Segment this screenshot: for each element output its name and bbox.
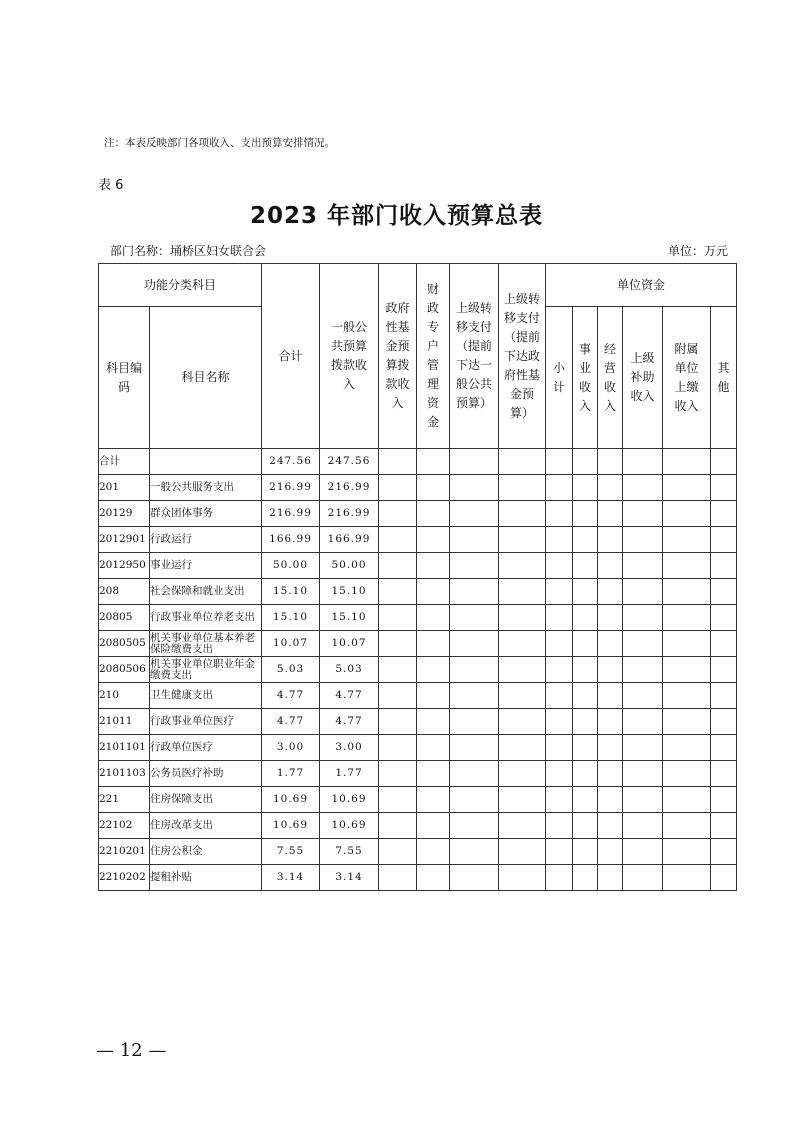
row-code: 2080505 xyxy=(99,631,150,657)
row-general-public: 216.99 xyxy=(320,501,379,527)
empty-cell xyxy=(379,657,417,683)
empty-cell xyxy=(711,865,737,891)
empty-cell xyxy=(663,449,711,475)
empty-cell xyxy=(379,787,417,813)
empty-cell xyxy=(546,761,573,787)
empty-cell xyxy=(663,605,711,631)
empty-cell xyxy=(546,449,573,475)
empty-cell xyxy=(417,501,450,527)
empty-cell xyxy=(573,553,598,579)
table-row xyxy=(99,865,737,891)
row-name: 群众团体事务 xyxy=(150,501,262,527)
row-code: 2101101 xyxy=(99,735,150,761)
empty-cell xyxy=(417,839,450,865)
empty-cell xyxy=(573,501,598,527)
row-code: 221 xyxy=(99,787,150,813)
empty-cell xyxy=(499,813,546,839)
row-general-public: 3.14 xyxy=(320,865,379,891)
row-general-public: 7.55 xyxy=(320,839,379,865)
row-name: 卫生健康支出 xyxy=(150,683,262,709)
row-code: 2012950 xyxy=(99,553,150,579)
row-general-public: 1.77 xyxy=(320,761,379,787)
empty-cell xyxy=(598,657,623,683)
row-code: 21011 xyxy=(99,709,150,735)
table-row xyxy=(99,839,737,865)
row-general-public: 5.03 xyxy=(320,657,379,683)
empty-cell xyxy=(711,553,737,579)
row-general-public: 166.99 xyxy=(320,527,379,553)
row-name: 行政运行 xyxy=(150,527,262,553)
empty-cell xyxy=(663,813,711,839)
row-total: 4.77 xyxy=(262,683,320,709)
empty-cell xyxy=(663,787,711,813)
empty-cell xyxy=(598,527,623,553)
empty-cell xyxy=(450,579,499,605)
empty-cell xyxy=(573,787,598,813)
empty-cell xyxy=(417,657,450,683)
empty-cell xyxy=(623,475,663,501)
empty-cell xyxy=(711,839,737,865)
row-code: 2101103 xyxy=(99,761,150,787)
empty-cell xyxy=(450,501,499,527)
empty-cell xyxy=(573,709,598,735)
empty-cell xyxy=(573,683,598,709)
empty-cell xyxy=(573,527,598,553)
empty-cell xyxy=(573,631,598,657)
empty-cell xyxy=(598,787,623,813)
header-name: 科目名称 xyxy=(150,307,262,449)
empty-cell xyxy=(598,839,623,865)
row-total: 15.10 xyxy=(262,605,320,631)
empty-cell xyxy=(417,553,450,579)
empty-cell xyxy=(598,813,623,839)
empty-cell xyxy=(623,839,663,865)
header-subtotal: 小计 xyxy=(546,307,573,449)
empty-cell xyxy=(663,865,711,891)
empty-cell xyxy=(711,501,737,527)
row-total: 10.69 xyxy=(262,787,320,813)
empty-cell xyxy=(623,579,663,605)
table-row xyxy=(99,553,737,579)
row-total: 216.99 xyxy=(262,501,320,527)
empty-cell xyxy=(573,813,598,839)
table-row xyxy=(99,527,737,553)
empty-cell xyxy=(499,865,546,891)
row-total: 10.69 xyxy=(262,813,320,839)
empty-cell xyxy=(663,475,711,501)
empty-cell xyxy=(711,787,737,813)
row-name xyxy=(150,449,262,475)
empty-cell xyxy=(711,761,737,787)
empty-cell xyxy=(417,527,450,553)
empty-cell xyxy=(546,865,573,891)
row-name: 公务员医疗补助 xyxy=(150,761,262,787)
row-total: 5.03 xyxy=(262,657,320,683)
empty-cell xyxy=(450,813,499,839)
empty-cell xyxy=(598,865,623,891)
empty-cell xyxy=(417,787,450,813)
row-general-public: 10.69 xyxy=(320,787,379,813)
empty-cell xyxy=(598,631,623,657)
empty-cell xyxy=(573,735,598,761)
table-row xyxy=(99,605,737,631)
empty-cell xyxy=(663,527,711,553)
row-name: 行政单位医疗 xyxy=(150,735,262,761)
empty-cell xyxy=(499,449,546,475)
header-general-public: 一般公共预算拨款收入 xyxy=(320,264,379,449)
empty-cell xyxy=(598,761,623,787)
empty-cell xyxy=(417,709,450,735)
empty-cell xyxy=(623,709,663,735)
empty-cell xyxy=(573,579,598,605)
table-row xyxy=(99,709,737,735)
empty-cell xyxy=(379,527,417,553)
row-total: 3.00 xyxy=(262,735,320,761)
header-upper-gov-fund: 上级转移支付（提前下达政府性基金预算） xyxy=(499,264,546,449)
empty-cell xyxy=(663,735,711,761)
empty-cell xyxy=(598,709,623,735)
empty-cell xyxy=(450,631,499,657)
row-code: 2012901 xyxy=(99,527,150,553)
empty-cell xyxy=(546,553,573,579)
empty-cell xyxy=(663,761,711,787)
empty-cell xyxy=(573,449,598,475)
row-general-public: 247.56 xyxy=(320,449,379,475)
empty-cell xyxy=(379,813,417,839)
empty-cell xyxy=(711,449,737,475)
empty-cell xyxy=(663,579,711,605)
row-name: 行政事业单位医疗 xyxy=(150,709,262,735)
row-code: 208 xyxy=(99,579,150,605)
row-code: 20805 xyxy=(99,605,150,631)
row-total: 3.14 xyxy=(262,865,320,891)
table-row xyxy=(99,501,737,527)
table-row xyxy=(99,761,737,787)
empty-cell xyxy=(379,839,417,865)
row-general-public: 3.00 xyxy=(320,735,379,761)
empty-cell xyxy=(499,761,546,787)
empty-cell xyxy=(379,501,417,527)
empty-cell xyxy=(598,735,623,761)
row-code: 2210202 xyxy=(99,865,150,891)
empty-cell xyxy=(499,787,546,813)
row-general-public: 10.69 xyxy=(320,813,379,839)
empty-cell xyxy=(546,527,573,553)
empty-cell xyxy=(546,605,573,631)
row-name: 机关事业单位基本养老保险缴费支出 xyxy=(150,631,262,657)
empty-cell xyxy=(450,735,499,761)
empty-cell xyxy=(499,839,546,865)
empty-cell xyxy=(450,865,499,891)
row-general-public: 10.07 xyxy=(320,631,379,657)
empty-cell xyxy=(379,475,417,501)
empty-cell xyxy=(623,865,663,891)
empty-cell xyxy=(623,761,663,787)
empty-cell xyxy=(379,735,417,761)
empty-cell xyxy=(623,553,663,579)
empty-cell xyxy=(499,553,546,579)
empty-cell xyxy=(663,501,711,527)
empty-cell xyxy=(379,683,417,709)
empty-cell xyxy=(546,709,573,735)
empty-cell xyxy=(379,761,417,787)
empty-cell xyxy=(499,657,546,683)
empty-cell xyxy=(379,631,417,657)
row-code: 201 xyxy=(99,475,150,501)
empty-cell xyxy=(711,735,737,761)
empty-cell xyxy=(499,631,546,657)
empty-cell xyxy=(623,735,663,761)
empty-cell xyxy=(546,787,573,813)
row-code: 合计 xyxy=(99,449,150,475)
empty-cell xyxy=(417,449,450,475)
empty-cell xyxy=(623,449,663,475)
row-total: 216.99 xyxy=(262,475,320,501)
empty-cell xyxy=(623,501,663,527)
empty-cell xyxy=(663,631,711,657)
department-name: 部门名称：埇桥区妇女联合会 xyxy=(110,244,267,258)
header-upper-subsidy: 上级补助收入 xyxy=(623,307,663,449)
page-number: — 12 — xyxy=(96,1040,167,1061)
row-general-public: 15.10 xyxy=(320,605,379,631)
row-general-public: 216.99 xyxy=(320,475,379,501)
empty-cell xyxy=(598,475,623,501)
empty-cell xyxy=(546,631,573,657)
empty-cell xyxy=(711,579,737,605)
header-code: 科目编码 xyxy=(99,307,150,449)
table-row xyxy=(99,579,737,605)
empty-cell xyxy=(711,475,737,501)
table-label: 表 6 xyxy=(98,178,124,193)
empty-cell xyxy=(711,605,737,631)
empty-cell xyxy=(417,605,450,631)
empty-cell xyxy=(663,839,711,865)
row-name: 行政事业单位养老支出 xyxy=(150,605,262,631)
header-unit-funds: 单位资金 xyxy=(546,264,737,307)
empty-cell xyxy=(450,449,499,475)
row-code: 2210201 xyxy=(99,839,150,865)
empty-cell xyxy=(499,527,546,553)
empty-cell xyxy=(450,475,499,501)
empty-cell xyxy=(379,865,417,891)
row-total: 166.99 xyxy=(262,527,320,553)
page-title: 2023 年部门收入预算总表 xyxy=(249,203,544,229)
row-general-public: 15.10 xyxy=(320,579,379,605)
empty-cell xyxy=(417,865,450,891)
row-code: 2080506 xyxy=(99,657,150,683)
empty-cell xyxy=(417,761,450,787)
row-general-public: 4.77 xyxy=(320,709,379,735)
unit-label: 单位：万元 xyxy=(668,244,729,258)
empty-cell xyxy=(546,735,573,761)
empty-cell xyxy=(663,683,711,709)
row-total: 7.55 xyxy=(262,839,320,865)
empty-cell xyxy=(499,475,546,501)
empty-cell xyxy=(546,813,573,839)
empty-cell xyxy=(499,605,546,631)
empty-cell xyxy=(450,553,499,579)
row-total: 1.77 xyxy=(262,761,320,787)
row-name: 一般公共服务支出 xyxy=(150,475,262,501)
empty-cell xyxy=(546,683,573,709)
row-total: 10.07 xyxy=(262,631,320,657)
empty-cell xyxy=(598,501,623,527)
row-name: 社会保障和就业支出 xyxy=(150,579,262,605)
row-code: 210 xyxy=(99,683,150,709)
empty-cell xyxy=(379,553,417,579)
empty-cell xyxy=(711,631,737,657)
empty-cell xyxy=(623,657,663,683)
empty-cell xyxy=(417,475,450,501)
empty-cell xyxy=(623,605,663,631)
empty-cell xyxy=(598,683,623,709)
empty-cell xyxy=(546,475,573,501)
empty-cell xyxy=(450,683,499,709)
empty-cell xyxy=(499,683,546,709)
row-name: 住房保障支出 xyxy=(150,787,262,813)
empty-cell xyxy=(573,761,598,787)
header-func-cat: 功能分类科目 xyxy=(99,264,262,307)
empty-cell xyxy=(623,787,663,813)
row-total: 50.00 xyxy=(262,553,320,579)
empty-cell xyxy=(417,683,450,709)
table-row xyxy=(99,813,737,839)
empty-cell xyxy=(711,683,737,709)
header-total: 合计 xyxy=(262,264,320,449)
table-note: 注：本表反映部门各项收入、支出预算安排情况。 xyxy=(104,137,335,149)
row-total: 247.56 xyxy=(262,449,320,475)
empty-cell xyxy=(711,527,737,553)
row-code: 20129 xyxy=(99,501,150,527)
empty-cell xyxy=(499,501,546,527)
empty-cell xyxy=(573,865,598,891)
empty-cell xyxy=(417,813,450,839)
table-row xyxy=(99,735,737,761)
header-business: 事业收入 xyxy=(573,307,598,449)
row-code: 22102 xyxy=(99,813,150,839)
row-name: 住房公积金 xyxy=(150,839,262,865)
empty-cell xyxy=(573,605,598,631)
header-gov-fund: 政府性基金预算拨款收入 xyxy=(379,264,417,449)
header-operating: 经营收入 xyxy=(598,307,623,449)
table-row xyxy=(99,683,737,709)
empty-cell xyxy=(663,657,711,683)
empty-cell xyxy=(379,709,417,735)
empty-cell xyxy=(598,579,623,605)
empty-cell xyxy=(663,553,711,579)
empty-cell xyxy=(573,475,598,501)
empty-cell xyxy=(450,709,499,735)
empty-cell xyxy=(417,579,450,605)
empty-cell xyxy=(450,839,499,865)
empty-cell xyxy=(450,657,499,683)
row-total: 15.10 xyxy=(262,579,320,605)
row-general-public: 4.77 xyxy=(320,683,379,709)
table-row xyxy=(99,631,737,657)
empty-cell xyxy=(379,579,417,605)
empty-cell xyxy=(450,527,499,553)
empty-cell xyxy=(598,449,623,475)
header-affiliated: 附属单位上缴收入 xyxy=(663,307,711,449)
empty-cell xyxy=(598,553,623,579)
row-total: 4.77 xyxy=(262,709,320,735)
row-name: 事业运行 xyxy=(150,553,262,579)
header-other: 其他 xyxy=(711,307,737,449)
empty-cell xyxy=(573,839,598,865)
row-name: 提租补贴 xyxy=(150,865,262,891)
empty-cell xyxy=(499,709,546,735)
empty-cell xyxy=(379,449,417,475)
table-row xyxy=(99,475,737,501)
row-name: 机关事业单位职业年金缴费支出 xyxy=(150,657,262,683)
empty-cell xyxy=(711,657,737,683)
header-fiscal-special: 财政专户管理资金 xyxy=(417,264,450,449)
empty-cell xyxy=(546,579,573,605)
empty-cell xyxy=(379,605,417,631)
empty-cell xyxy=(546,839,573,865)
empty-cell xyxy=(623,813,663,839)
empty-cell xyxy=(623,631,663,657)
table-row xyxy=(99,787,737,813)
empty-cell xyxy=(417,631,450,657)
budget-table xyxy=(98,263,737,891)
empty-cell xyxy=(711,813,737,839)
empty-cell xyxy=(417,735,450,761)
row-general-public: 50.00 xyxy=(320,553,379,579)
empty-cell xyxy=(623,683,663,709)
empty-cell xyxy=(450,761,499,787)
empty-cell xyxy=(663,709,711,735)
table-row xyxy=(99,449,737,475)
empty-cell xyxy=(598,605,623,631)
empty-cell xyxy=(450,605,499,631)
empty-cell xyxy=(450,787,499,813)
header-upper-general: 上级转移支付（提前下达一般公共预算） xyxy=(450,264,499,449)
empty-cell xyxy=(546,657,573,683)
empty-cell xyxy=(623,527,663,553)
empty-cell xyxy=(711,709,737,735)
empty-cell xyxy=(499,579,546,605)
row-name: 住房改革支出 xyxy=(150,813,262,839)
table-row xyxy=(99,657,737,683)
empty-cell xyxy=(573,657,598,683)
empty-cell xyxy=(499,735,546,761)
empty-cell xyxy=(546,501,573,527)
